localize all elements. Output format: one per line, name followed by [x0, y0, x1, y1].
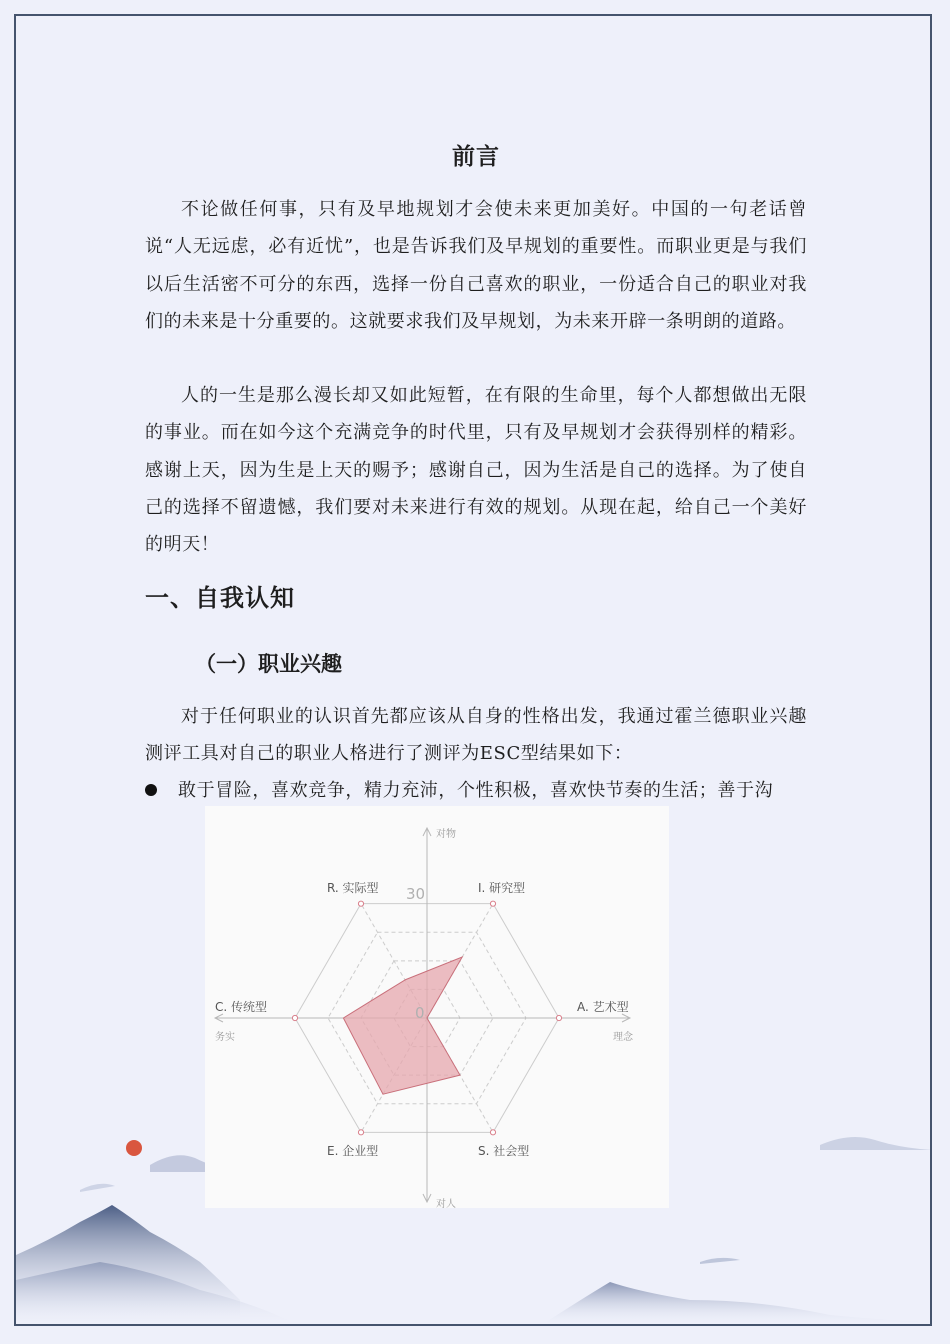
side-label-top: 对物 — [436, 829, 456, 840]
axis-dot-1 — [490, 901, 495, 906]
subsection-heading-career-interest: （一）职业兴趣 — [195, 652, 342, 676]
radar-chart-svg — [205, 806, 669, 1208]
axis-label-R: R. 实际型 — [327, 881, 379, 895]
side-label-left: 务实 — [215, 1032, 235, 1043]
section-heading-self-awareness: 一、自我认知 — [145, 584, 295, 612]
axis-label-S: S. 社会型 — [478, 1144, 530, 1158]
data-polygon — [343, 957, 462, 1094]
side-label-bottom: 对人 — [436, 1199, 456, 1208]
bullet-dot-icon — [145, 784, 157, 796]
axis-label-A: A. 艺术型 — [577, 1000, 629, 1014]
side-label-right: 理念 — [613, 1032, 633, 1043]
axis-label-C: C. 传统型 — [215, 1000, 268, 1014]
axis-dot-3 — [490, 1130, 495, 1135]
tick-label-min: 0 — [415, 1004, 425, 1022]
career-interest-paragraph: 对于任何职业的认识首先都应该从自身的性格出发，我通过霍兰德职业兴趣测评工具对自己的职业人格进行了测评为ESC型结果如下： — [145, 706, 807, 765]
bullet-item — [145, 772, 807, 809]
axis-label-E: E. 企业型 — [327, 1144, 379, 1158]
axis-dot-0 — [358, 901, 363, 906]
holland-radar-chart — [205, 806, 669, 1208]
axis-dot-2 — [556, 1015, 561, 1020]
preface-title: 前言 — [452, 143, 500, 170]
preface-paragraph-2: 人的一生是那么漫长却又如此短暂，在有限的生命里，每个人都想做出无限的事业。而在如今这个充满竞争的时代里，只有及早规划才会获得别样的精彩。感谢上天，因为生是上天的赐予；感谢自己，因为生活是自己的选择。为了使自己的选择不留遗憾，我们要对未来进行有效的规划。从现在起，给自己一个美好的明天！ — [145, 385, 807, 556]
axis-dot-4 — [358, 1130, 363, 1135]
bullet-text: 敢于冒险，喜欢竞争，精力充沛，个性积极，喜欢快节奏的生活；善于沟 — [178, 780, 774, 801]
axis-label-I: I. 研究型 — [478, 881, 526, 895]
tick-label-max: 30 — [406, 885, 426, 903]
axis-dot-5 — [292, 1015, 297, 1020]
preface-paragraph-1: 不论做任何事，只有及早地规划才会使未来更加美好。中国的一句老话曾说“人无远虑，必有近忧”，也是告诉我们及早规划的重要性。而职业更是与我们以后生活密不可分的东西，选择一份自己喜欢的职业，一份适合自己的职业对我们的未来是十分重要的。这就要求我们及早规划，为未来开辟一条明朗的道路。 — [145, 199, 807, 332]
